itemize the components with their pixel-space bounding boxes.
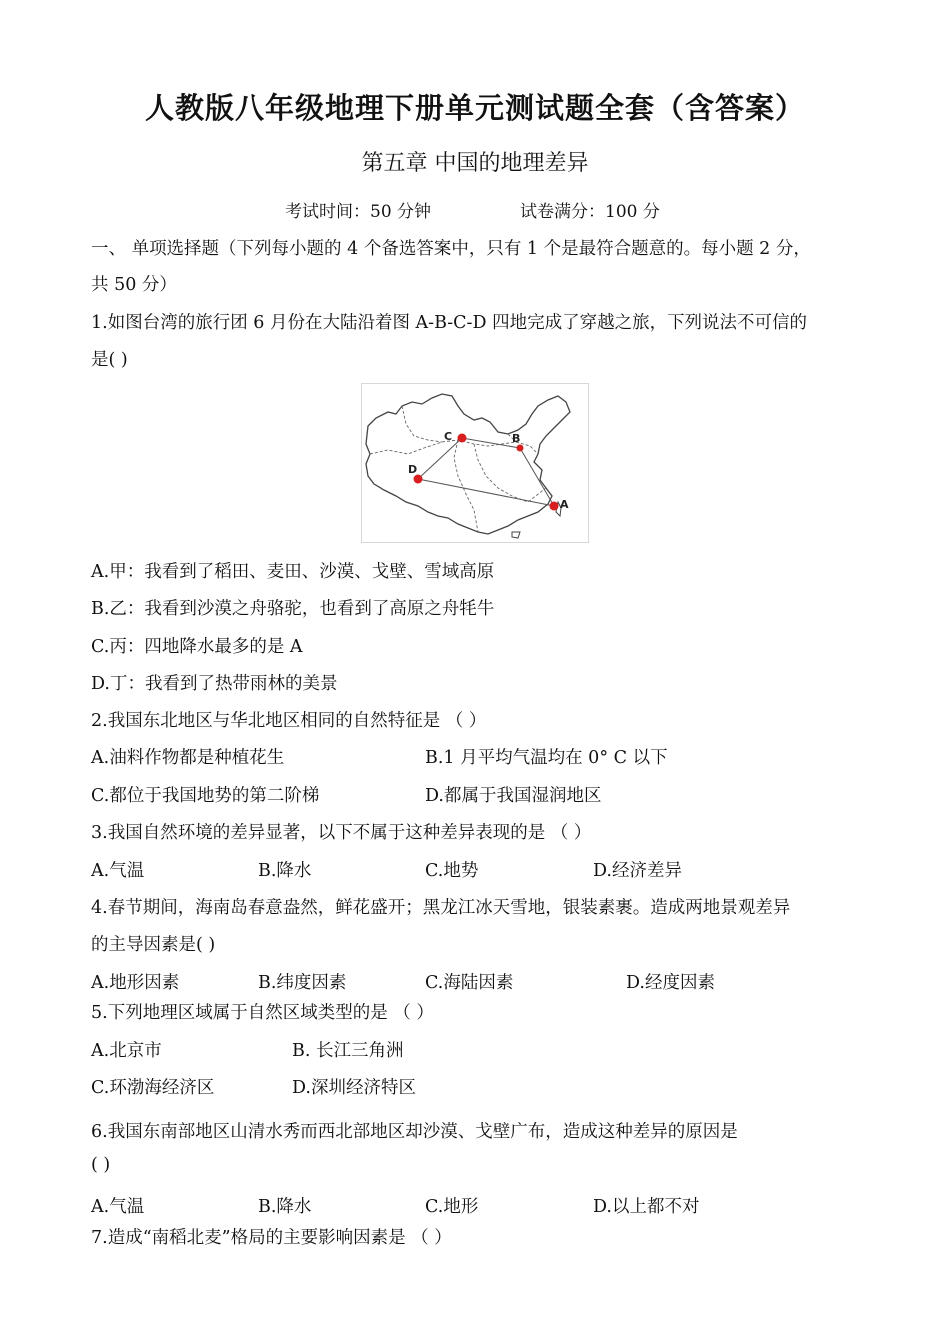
q3-option-b: B.降水 [258, 861, 312, 881]
q7-stem: 7.造成“南稻北麦”格局的主要影响因素是 （ ） [91, 1228, 452, 1248]
q3-option-c: C.地势 [425, 861, 479, 881]
q5-option-a: A.北京市 [91, 1041, 162, 1061]
map-label-b: B [512, 432, 521, 445]
hainan-island [512, 532, 520, 538]
q5-option-d: D.深圳经济特区 [292, 1078, 416, 1098]
q1-option-d: D.丁：我看到了热带雨林的美景 [91, 674, 338, 694]
q3-option-d: D.经济差异 [593, 861, 682, 881]
q1-option-a: A.甲：我看到了稻田、麦田、沙漠、戈壁、雪域高原 [91, 562, 495, 582]
map-label-c: C [444, 430, 453, 443]
q6-option-a: A.气温 [91, 1197, 145, 1217]
document-title: 人教版八年级地理下册单元测试题全套（含答案） [144, 91, 805, 125]
section-intro-line-1: 一、 单项选择题（下列每小题的 4 个备选答案中，只有 1 个是最符合题意的。每小题 2 分， [91, 239, 811, 259]
china-route-map [361, 383, 589, 543]
q6-option-c: C.地形 [425, 1197, 479, 1217]
q2-option-c: C.都位于我国地势的第二阶梯 [91, 786, 320, 806]
q6-option-d: D.以上都不对 [593, 1197, 700, 1217]
q3-stem: 3.我国自然环境的差异显著，以下不属于这种差异表现的是 （ ） [91, 823, 592, 843]
q4-stem-line-1: 4.春节期间，海南岛春意盎然，鲜花盛开；黑龙江冰天雪地，银装素裹。造成两地景观差异 [91, 898, 791, 918]
q5-option-c: C.环渤海经济区 [91, 1078, 215, 1098]
china-map-svg [362, 384, 588, 542]
exam-time: 考试时间：50 分钟 [285, 202, 432, 222]
q1-stem-line-1: 1.如图台湾的旅行团 6 月份在大陆沿着图 A-B-C-D 四地完成了穿越之旅，下列说法不可信的 [91, 313, 808, 333]
full-score: 试卷满分：100 分 [520, 202, 660, 222]
q2-option-b: B.1 月平均气温均在 0° C 以下 [425, 748, 668, 768]
q4-option-c: C.海陆因素 [425, 973, 514, 993]
q4-option-a: A.地形因素 [91, 973, 180, 993]
q6-stem-line-2: ( ) [91, 1155, 111, 1175]
q5-option-b: B. 长江三角洲 [292, 1041, 404, 1061]
q4-option-d: D.经度因素 [626, 973, 715, 993]
q6-stem-line-1: 6.我国东南部地区山清水秀而西北部地区却沙漠、戈壁广布，造成这种差异的原因是 [91, 1122, 738, 1142]
q3-option-a: A.气温 [91, 861, 145, 881]
q1-option-c: C.丙：四地降水最多的是 A [91, 637, 303, 657]
q4-stem-line-2: 的主导因素是( ) [91, 935, 216, 955]
q1-stem-line-2: 是( ) [91, 350, 128, 370]
map-point-b [517, 445, 524, 452]
map-point-a [550, 502, 559, 511]
section-intro-line-2: 共 50 分） [91, 275, 177, 295]
q6-option-b: B.降水 [258, 1197, 312, 1217]
q5-stem: 5.下列地理区域属于自然区域类型的是 （ ） [91, 1003, 434, 1023]
q2-stem: 2.我国东北地区与华北地区相同的自然特征是 （ ） [91, 711, 487, 731]
map-point-c [458, 434, 467, 443]
china-outline [366, 394, 570, 534]
map-label-d: D [408, 463, 418, 476]
q1-option-b: B.乙：我看到沙漠之舟骆驼，也看到了高原之舟牦牛 [91, 599, 495, 619]
q2-option-d: D.都属于我国湿润地区 [425, 786, 602, 806]
q4-option-b: B.纬度因素 [258, 973, 347, 993]
map-label-a: A [560, 498, 569, 511]
chapter-heading: 第五章 中国的地理差异 [361, 151, 589, 176]
q2-option-a: A.油料作物都是种植花生 [91, 748, 285, 768]
